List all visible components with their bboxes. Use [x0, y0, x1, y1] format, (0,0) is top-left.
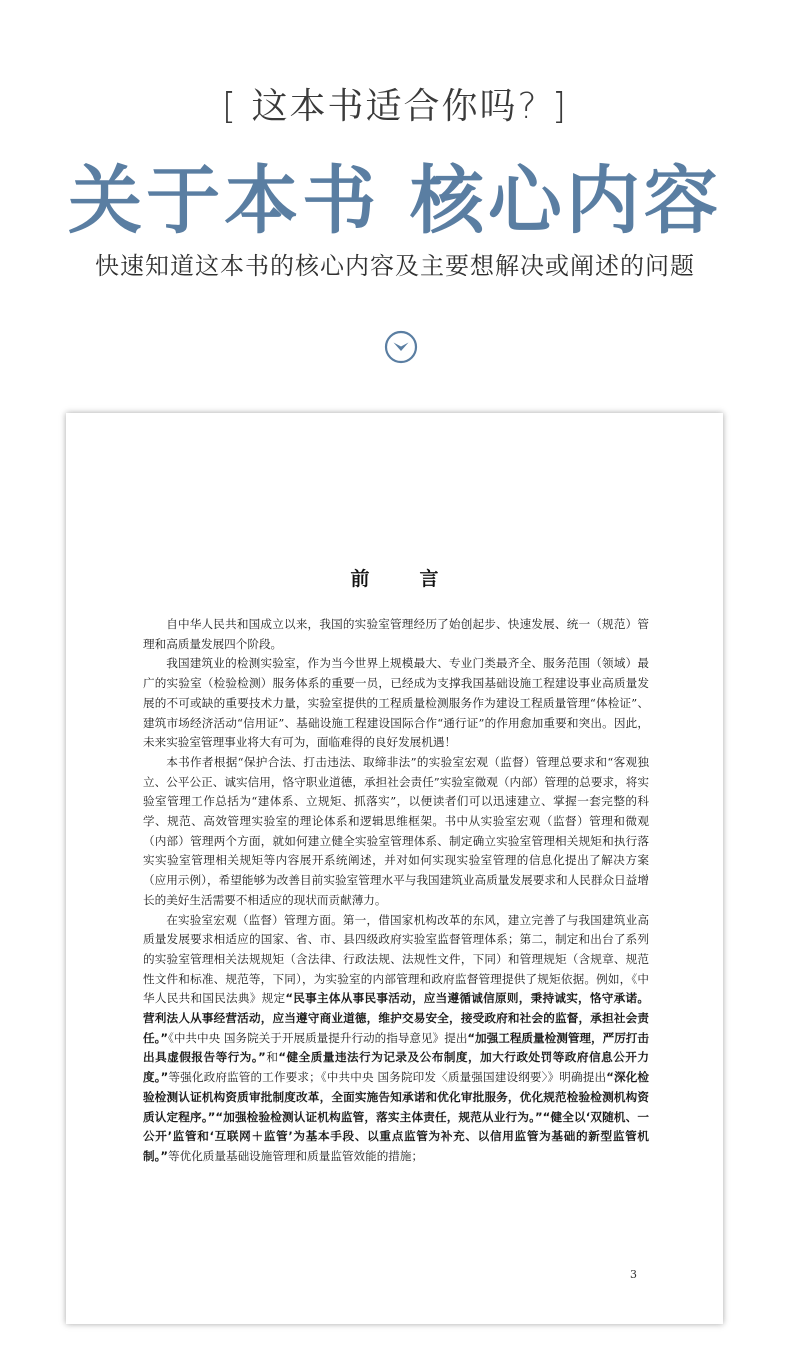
p4-bold-f: “健全质量违法行为记录及公布制度，加大行政处罚等政府信息公开力度。” — [143, 1050, 649, 1085]
p4-bold-h: “深化检验检测认证机构资质审批制度改革，全面实施告知承诺和优化审批服务，优化规范检验检测机构资质认定程序。”“加强检验检测认证机构监管，落实主体责任，规范从业行为。”“健全以‘双随机、一公开’监管和‘互联网＋监管’为基本手段、以重点监管为补充、以信用监管为基础的新型监管机制。” — [143, 1070, 649, 1163]
kicker-text: 这本书适合你吗? — [251, 86, 539, 127]
kicker-close-bracket: ] — [552, 86, 569, 127]
chevron-down-circle-icon[interactable] — [384, 330, 418, 364]
page-number: 3 — [630, 1268, 637, 1281]
page-subtitle: 快速知道这本书的核心内容及主要想解决或阐述的问题 — [95, 252, 695, 280]
p4-text-i: 等优化质量基础设施管理和质量监管效能的措施； — [168, 1148, 424, 1163]
header-kicker — [0, 78, 790, 129]
preface-body — [143, 615, 649, 1167]
p4-text-a: 在实验室宏观（监督）管理方面。第一，借国家机构改革的东风，建立完善了与我国建筑业高质量发展要求相适应的国家、省、市、县四级政府实验室监督管理体系；第二，制定和出台了系列的实验室管理相关法规规矩（含法律、行政法规、法规性文件，下同）和管理规矩（含规章、规范性文件和标准、规范等，下同），为实验室的内部管理和政府监督管理提供了规矩依据。例如，《中华人民共和国民法典》规定 — [143, 912, 649, 1006]
p4-bold-d: “加强工程质量检测管理，严厉打击出具虚假报告等行为。” — [143, 1030, 649, 1065]
p4-text-c: 《中共中央 国务院关于开展质量提升行动的指导意见》提出 — [168, 1030, 468, 1045]
paragraph-2: 我国建筑业的检测实验室，作为当今世界上规模最大、专业门类最齐全、服务范围（领域）最广的实验室（检验检测）服务体系的重要一员，已经成为支撑我国基础设施工程建设事业高质量发展的不可或缺的重要技术力量，实验室提供的工程质量检测服务作为建设工程质量管理“体检证”、建筑市场经济活动“信用证”、基础设施工程建设国际合作“通行证”的作用愈加重要和突出。因此，未来实验室管理事业将大有可为，面临难得的良好发展机遇！ — [143, 656, 649, 750]
p4-text-g: 等强化政府监管的工作要求；《中共中央 国务院印发〈质量强国建设纲要〉》明确提出 — [168, 1070, 607, 1085]
p4-text-e: 和 — [265, 1050, 279, 1065]
preface-heading: 前言 — [350, 568, 489, 590]
paragraph-3: 本书作者根据“保护合法、打击违法、取缔非法”的实验室宏观（监督）管理总要求和“客观独立、公平公正、诚实信用，恪守职业道德，承担社会责任”实验室微观（内部）管理的总要求，将实验室管理工作总括为“建体系、立规矩、抓落实”，以便读者们可以迅速建立、掌握一套完整的科学、规范、高效管理实验室的理论体系和逻辑思维框架。书中从实验室宏观（监督）管理和微观（内部）管理两个方面，就如何建立健全实验室管理体系、制定确立实验室管理相关规矩和执行落实实验室管理相关规矩等内容展开系统阐述，并对如何实现实验室管理的信息化提出了解决方案（应用示例），希望能够为改善目前实验室管理水平与我国建筑业高质量发展要求和人民群众日益增长的美好生活需要不相适应的现状而贡献薄力。 — [143, 754, 649, 907]
book-page-preview — [66, 413, 723, 1324]
kicker-open-bracket: [ — [221, 86, 238, 127]
page-title: 关于本书 核心内容 — [68, 158, 722, 244]
p4-bold-b: “民事主体从事民事活动，应当遵循诚信原则，秉持诚实，恪守承诺。营利法人从事经营活动，应当遵守商业道德，维护交易安全，接受政府和社会的监督，承担社会责任。” — [143, 991, 649, 1045]
paragraph-1: 自中华人民共和国成立以来，我国的实验室管理经历了始创起步、快速发展、统一（规范）管理和高质量发展四个阶段。 — [143, 617, 649, 651]
paragraph-4 — [143, 911, 649, 1167]
